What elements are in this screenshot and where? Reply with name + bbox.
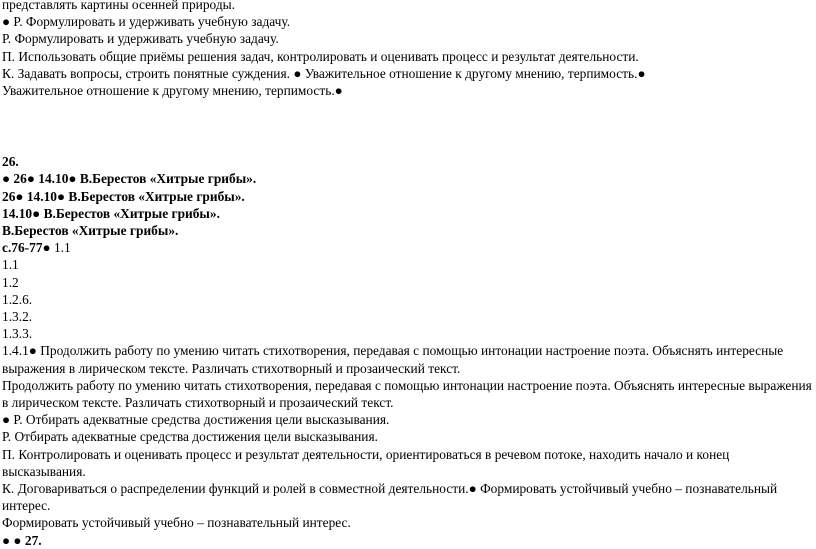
lesson-title-3: 14.10● В.Берестов «Хитрые грибы».: [2, 205, 220, 221]
code-line: 1.1: [2, 257, 19, 273]
regulative-bullet: ● Р. Отбирать адекватные средства достижения цели высказывания.: [2, 412, 390, 428]
code-line: 1.3.3.: [2, 326, 33, 342]
cognitive: П. Контролировать и оценивать процесс и результат деятельности, ориентироваться в речевом потоке, находить начало и конец высказывания.: [2, 446, 730, 479]
text-line-k: К. Задавать вопросы, строить понятные суждения. ● Уважительное отношение к другому мнению, терпимость.●: [2, 65, 646, 81]
text-line-nature: представлять картины осенней природы.: [2, 0, 235, 12]
lesson-pages: [2, 239, 816, 256]
regulative: Р. Отбирать адекватные средства достижения цели высказывания.: [2, 429, 378, 445]
pages-ref: с.76-77●: [2, 240, 51, 256]
personal: Формировать устойчивый учебно – познавательный интерес.: [2, 515, 351, 531]
lesson-title-1: ● 26● 14.10● В.Берестов «Хитрые грибы».: [2, 171, 257, 187]
lesson-title-2: 26● 14.10● В.Берестов «Хитрые грибы».: [2, 188, 245, 204]
goal-paragraph-1: 1.4.1● Продолжить работу по умению читать стихотворения, передавая с помощью интонации настроение поэта. Объяснять интересные выражения в лирическом тексте. Различать стихотворный и прозаический текст.: [2, 343, 784, 376]
text-line-respect: Уважительное отношение к другому мнению, терпимость.●: [2, 83, 343, 99]
next-lesson: ● ● 27.: [2, 532, 42, 548]
communicative: К. Договариваться о распределении функций и ролей в совместной деятельности.● Формировать устойчивый учебно – познавательный интерес.: [2, 481, 778, 514]
pages-code: 1.1: [50, 240, 71, 256]
code-line: 1.2: [2, 274, 19, 290]
text-line-p: П. Использовать общие приёмы решения задач, контролировать и оценивать процесс и результат деятельности.: [2, 48, 639, 64]
code-line: 1.3.2.: [2, 309, 33, 325]
text-line-r: Р. Формулировать и удерживать учебную задачу.: [2, 31, 279, 47]
text-line-r-bullet: ● Р. Формулировать и удерживать учебную задачу.: [2, 14, 291, 30]
goal-paragraph-2: Продолжить работу по умению читать стихотворения, передавая с помощью интонации настроение поэта. Объяснять интересные выражения в лирическом тексте. Различать стихотворный и прозаический текст.: [2, 377, 812, 411]
lesson-number: 26.: [2, 154, 19, 170]
blank-space: [2, 99, 816, 153]
lesson-title-4: В.Берестов «Хитрые грибы».: [2, 223, 179, 239]
code-line: 1.2.6.: [2, 291, 33, 307]
